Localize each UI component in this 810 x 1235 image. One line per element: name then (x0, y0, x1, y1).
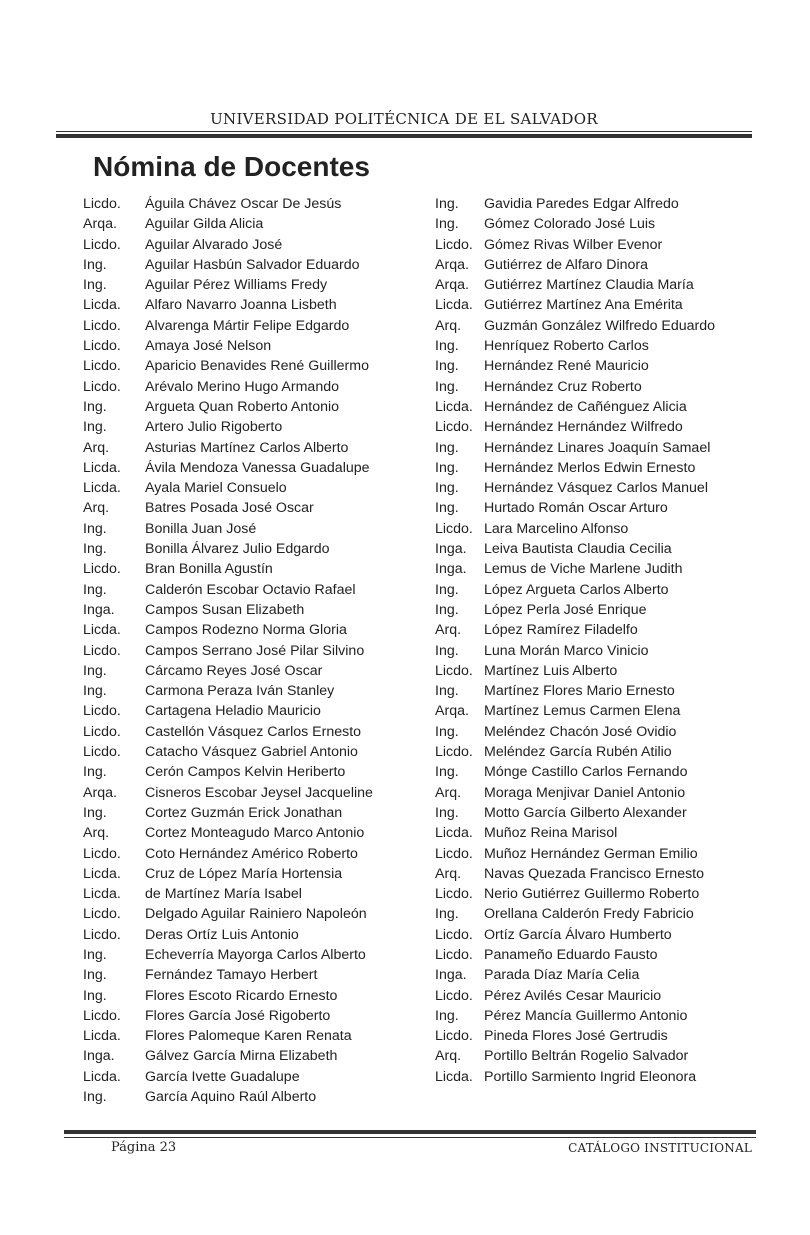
faculty-name: Campos Susan Elizabeth (145, 601, 305, 618)
faculty-title: Licdo. (83, 378, 121, 395)
faculty-name: Coto Hernández Américo Roberto (145, 845, 358, 862)
faculty-title: Licdo. (435, 419, 473, 436)
faculty-name: Cisneros Escobar Jeysel Jacqueline (145, 784, 373, 801)
faculty-entry (435, 661, 715, 681)
faculty-name: García Aquino Raúl Alberto (145, 1089, 317, 1106)
faculty-name: Campos Rodezno Norma Gloria (145, 622, 347, 639)
faculty-name: Gutiérrez Martínez Claudia María (484, 277, 694, 294)
faculty-entry (435, 1026, 715, 1046)
faculty-entry (83, 681, 373, 701)
faculty-title: Licdo. (83, 236, 121, 253)
faculty-title: Ing. (435, 216, 459, 233)
faculty-name: Flores Escoto Ricardo Ernesto (145, 987, 338, 1004)
faculty-title: Arqa. (83, 216, 117, 233)
faculty-name: Hernández Cruz Roberto (484, 378, 642, 395)
faculty-entry (83, 701, 373, 721)
faculty-title: Ing. (83, 581, 107, 598)
faculty-name: López Perla José Enrique (484, 601, 647, 618)
faculty-entry (83, 1046, 373, 1066)
faculty-entry (435, 255, 715, 275)
faculty-entry (435, 539, 715, 559)
faculty-entry (83, 884, 373, 904)
faculty-title: Inga. (435, 561, 467, 578)
faculty-title: Ing. (435, 500, 459, 517)
faculty-entry (435, 904, 715, 924)
faculty-entry (435, 356, 715, 376)
faculty-name: López Ramírez Filadelfo (484, 622, 638, 639)
faculty-name: Moraga Menjivar Daniel Antonio (484, 784, 686, 801)
faculty-entry (83, 823, 373, 843)
faculty-entry (435, 1006, 715, 1026)
faculty-title: Arq. (435, 865, 462, 882)
faculty-title: Licdo. (435, 845, 473, 862)
faculty-name: Flores García José Rigoberto (145, 1007, 331, 1024)
footer-rule-thick (64, 1130, 756, 1134)
faculty-name: Gómez Colorado José Luis (484, 216, 656, 233)
footer-rule-thin (64, 1137, 756, 1138)
faculty-name: Luna Morán Marco Vinicio (484, 642, 649, 659)
faculty-title: Arq. (435, 622, 462, 639)
faculty-name: López Argueta Carlos Alberto (484, 581, 669, 598)
faculty-entry (83, 417, 373, 437)
faculty-name: Leiva Bautista Claudia Cecilia (484, 541, 672, 558)
faculty-entry (435, 925, 715, 945)
faculty-name: Ortíz García Álvaro Humberto (484, 926, 672, 943)
faculty-entry (83, 864, 373, 884)
faculty-title: Arq. (83, 439, 110, 456)
faculty-title: Ing. (435, 1007, 459, 1024)
faculty-entry (435, 295, 715, 315)
faculty-title: Licda. (435, 825, 473, 842)
faculty-entry (435, 214, 715, 234)
faculty-entry (83, 803, 373, 823)
faculty-entry (83, 762, 373, 782)
faculty-entry (83, 478, 373, 498)
faculty-entry (435, 377, 715, 397)
faculty-name: Delgado Aguilar Rainiero Napoleón (145, 906, 367, 923)
faculty-name: Ávila Mendoza Vanessa Guadalupe (145, 459, 370, 476)
faculty-name: Aguilar Alvarado José (145, 236, 283, 253)
faculty-title: Inga. (83, 601, 115, 618)
faculty-title: Licdo. (435, 987, 473, 1004)
faculty-title: Arq. (83, 500, 110, 517)
faculty-title: Licdo. (83, 703, 121, 720)
faculty-title: Licdo. (83, 561, 121, 578)
faculty-entry (83, 904, 373, 924)
faculty-title: Licdo. (83, 642, 121, 659)
faculty-name: Hurtado Román Oscar Arturo (484, 500, 668, 517)
faculty-entry (83, 1067, 373, 1087)
faculty-name: Meléndez García Rubén Atilio (484, 744, 672, 761)
faculty-title: Ing. (83, 987, 107, 1004)
faculty-title: Licdo. (435, 744, 473, 761)
faculty-entry (435, 600, 715, 620)
faculty-entry (83, 275, 373, 295)
faculty-entry (435, 681, 715, 701)
faculty-entry (83, 641, 373, 661)
faculty-name: Portillo Sarmiento Ingrid Eleonora (484, 1068, 697, 1085)
faculty-entry (83, 965, 373, 985)
faculty-title: Ing. (83, 967, 107, 984)
faculty-entry (83, 559, 373, 579)
faculty-name: Cartagena Heladio Mauricio (145, 703, 321, 720)
faculty-entry (435, 783, 715, 803)
faculty-name: Alvarenga Mártir Felipe Edgardo (145, 317, 350, 334)
faculty-title: Licda. (83, 1068, 121, 1085)
faculty-name: Águila Chávez Oscar De Jesús (145, 196, 342, 212)
faculty-entry (435, 194, 715, 214)
page-header-title: UNIVERSIDAD POLITÉCNICA DE EL SALVADOR (210, 110, 598, 128)
faculty-title: Licdo. (435, 236, 473, 253)
faculty-entry (435, 701, 715, 721)
faculty-title: Licdo. (435, 946, 473, 963)
faculty-name: Hernández Merlos Edwin Ernesto (484, 459, 696, 476)
faculty-name: Flores Palomeque Karen Renata (145, 1028, 352, 1045)
faculty-entry (435, 316, 715, 336)
faculty-entry (435, 438, 715, 458)
faculty-title: Ing. (435, 642, 459, 659)
faculty-name: de Martínez María Isabel (145, 886, 302, 903)
faculty-name: Guzmán González Wilfredo Eduardo (484, 317, 716, 334)
faculty-title: Ing. (435, 358, 459, 375)
faculty-title: Licda. (83, 886, 121, 903)
faculty-name: Cruz de López María Hortensia (145, 865, 343, 882)
faculty-entry (435, 559, 715, 579)
faculty-name: Gutiérrez de Alfaro Dinora (484, 256, 649, 273)
faculty-entry (83, 295, 373, 315)
faculty-name: Aguilar Pérez Williams Fredy (145, 277, 328, 294)
faculty-name: Argueta Quan Roberto Antonio (145, 398, 340, 415)
faculty-title: Ing. (435, 480, 459, 497)
faculty-title: Licda. (83, 480, 121, 497)
faculty-name: García Ivette Guadalupe (145, 1068, 300, 1085)
faculty-entry (83, 620, 373, 640)
faculty-name: Aparicio Benavides René Guillermo (145, 358, 369, 375)
faculty-title: Inga. (435, 967, 467, 984)
faculty-title: Ing. (435, 906, 459, 923)
faculty-entry (435, 844, 715, 864)
faculty-title: Arq. (435, 317, 462, 334)
faculty-title: Licdo. (435, 926, 473, 943)
faculty-entry (435, 275, 715, 295)
faculty-entry (83, 519, 373, 539)
faculty-name: Meléndez Chacón José Ovidio (484, 723, 677, 740)
faculty-entry (435, 742, 715, 762)
faculty-title: Licda. (83, 459, 121, 476)
faculty-name: Hernández de Cañénguez Alicia (484, 398, 687, 415)
faculty-name: Panameño Eduardo Fausto (484, 946, 658, 963)
page-number: Página 23 (111, 1140, 177, 1155)
faculty-name: Deras Ortíz Luis Antonio (145, 926, 299, 943)
faculty-entry (435, 478, 715, 498)
faculty-entry (83, 661, 373, 681)
faculty-name: Bran Bonilla Agustín (145, 561, 273, 578)
faculty-name: Pineda Flores José Gertrudis (484, 1028, 668, 1045)
faculty-name: Gutiérrez Martínez Ana Emérita (484, 297, 683, 314)
faculty-title: Arq. (435, 1048, 462, 1065)
faculty-name: Nerio Gutiérrez Guillermo Roberto (484, 886, 700, 903)
faculty-name: Portillo Beltrán Rogelio Salvador (484, 1048, 689, 1065)
faculty-name: Fernández Tamayo Herbert (145, 967, 318, 984)
faculty-name: Catacho Vásquez Gabriel Antonio (145, 744, 358, 761)
faculty-title: Arqa. (435, 703, 469, 720)
faculty-entry (83, 844, 373, 864)
faculty-entry (435, 498, 715, 518)
faculty-entry (83, 255, 373, 275)
faculty-name: Bonilla Álvarez Julio Edgardo (145, 541, 330, 558)
faculty-name: Batres Posada José Oscar (145, 500, 314, 517)
faculty-entry (83, 194, 373, 214)
faculty-name: Alfaro Navarro Joanna Lisbeth (145, 297, 337, 314)
faculty-title: Ing. (83, 946, 107, 963)
faculty-entry (435, 641, 715, 661)
faculty-title: Licda. (435, 1068, 473, 1085)
faculty-entry (435, 864, 715, 884)
faculty-title: Arqa. (83, 784, 117, 801)
faculty-name: Navas Quezada Francisco Ernesto (484, 865, 705, 882)
faculty-entry (435, 945, 715, 965)
faculty-name: Aguilar Gilda Alicia (145, 216, 264, 233)
faculty-name: Cerón Campos Kelvin Heriberto (145, 764, 346, 781)
faculty-entry (83, 377, 373, 397)
faculty-entry (83, 986, 373, 1006)
faculty-entry (435, 965, 715, 985)
faculty-name: Hernández René Mauricio (484, 358, 649, 375)
faculty-title: Licda. (435, 297, 473, 314)
faculty-entry (83, 600, 373, 620)
faculty-title: Arq. (83, 825, 110, 842)
faculty-name: Pérez Mancía Guillermo Antonio (484, 1007, 688, 1024)
faculty-name: Asturias Martínez Carlos Alberto (145, 439, 349, 456)
faculty-title: Ing. (83, 662, 107, 679)
faculty-entry (435, 1067, 715, 1087)
faculty-entry (435, 397, 715, 417)
faculty-title: Ing. (435, 378, 459, 395)
faculty-entry (83, 336, 373, 356)
section-title: Nómina de Docentes (93, 151, 370, 182)
faculty-entry (435, 823, 715, 843)
faculty-entry (435, 336, 715, 356)
faculty-name: Motto García Gilberto Alexander (484, 804, 687, 821)
faculty-name: Hernández Hernández Wilfredo (484, 419, 683, 436)
faculty-name: Gavidia Paredes Edgar Alfredo (484, 196, 679, 212)
faculty-title: Ing. (435, 683, 459, 700)
faculty-title: Ing. (83, 541, 107, 558)
faculty-entry (83, 742, 373, 762)
faculty-entry (83, 214, 373, 234)
faculty-title: Licda. (83, 1028, 121, 1045)
faculty-name: Mónge Castillo Carlos Fernando (484, 764, 688, 781)
faculty-entry (435, 519, 715, 539)
faculty-title: Ing. (83, 1089, 107, 1106)
faculty-name: Martínez Lemus Carmen Elena (484, 703, 681, 720)
faculty-name: Martínez Flores Mario Ernesto (484, 683, 675, 700)
faculty-title: Licdo. (83, 845, 121, 862)
faculty-name: Gómez Rivas Wilber Evenor (484, 236, 663, 253)
faculty-entry (83, 316, 373, 336)
faculty-entry (83, 458, 373, 478)
faculty-title: Licdo. (83, 196, 121, 212)
faculty-title: Arq. (435, 784, 462, 801)
faculty-entry (435, 884, 715, 904)
faculty-title: Ing. (435, 459, 459, 476)
faculty-entry (435, 458, 715, 478)
catalog-label: CATÁLOGO INSTITUCIONAL (568, 1141, 752, 1155)
faculty-title: Licdo. (83, 723, 121, 740)
faculty-title: Ing. (83, 277, 107, 294)
faculty-name: Henríquez Roberto Carlos (484, 338, 649, 355)
faculty-name: Bonilla Juan José (145, 520, 257, 537)
faculty-entry (83, 925, 373, 945)
faculty-entry (435, 580, 715, 600)
faculty-name: Muñoz Hernández German Emilio (484, 845, 698, 862)
faculty-title: Licdo. (83, 744, 121, 761)
faculty-title: Arqa. (435, 277, 469, 294)
faculty-title: Licdo. (83, 926, 121, 943)
faculty-name: Cárcamo Reyes José Oscar (145, 662, 323, 679)
faculty-entry (83, 498, 373, 518)
faculty-title: Licdo. (435, 886, 473, 903)
faculty-title: Licda. (83, 622, 121, 639)
faculty-entry (435, 762, 715, 782)
faculty-title: Licda. (83, 865, 121, 882)
faculty-entry (83, 438, 373, 458)
faculty-entry (83, 783, 373, 803)
faculty-name: Artero Julio Rigoberto (145, 419, 283, 436)
faculty-entry (83, 580, 373, 600)
faculty-title: Ing. (435, 196, 459, 212)
faculty-name: Ayala Mariel Consuelo (145, 480, 287, 497)
faculty-name: Castellón Vásquez Carlos Ernesto (145, 723, 362, 740)
faculty-entry (83, 1087, 373, 1107)
faculty-entry (435, 1046, 715, 1066)
faculty-title: Licdo. (83, 906, 121, 923)
faculty-entry (435, 803, 715, 823)
faculty-name: Cortez Monteagudo Marco Antonio (145, 825, 365, 842)
faculty-title: Ing. (83, 520, 107, 537)
faculty-entry (435, 620, 715, 640)
faculty-name: Arévalo Merino Hugo Armando (145, 378, 339, 395)
faculty-name: Aguilar Hasbún Salvador Eduardo (145, 256, 360, 273)
faculty-title: Licdo. (435, 1028, 473, 1045)
faculty-name: Gálvez García Mirna Elizabeth (145, 1048, 338, 1065)
faculty-name: Pérez Avilés Cesar Mauricio (484, 987, 662, 1004)
faculty-title: Ing. (83, 804, 107, 821)
faculty-name: Martínez Luis Alberto (484, 662, 618, 679)
faculty-name: Echeverría Mayorga Carlos Alberto (145, 946, 366, 963)
faculty-title: Licda. (83, 297, 121, 314)
faculty-title: Inga. (435, 541, 467, 558)
faculty-entry (83, 397, 373, 417)
faculty-name: Lara Marcelino Alfonso (484, 520, 629, 537)
faculty-name: Lemus de Viche Marlene Judith (484, 561, 683, 578)
faculty-entry (83, 1026, 373, 1046)
faculty-name: Amaya José Nelson (145, 338, 272, 355)
faculty-title: Ing. (435, 601, 459, 618)
faculty-entry (435, 235, 715, 255)
faculty-entry (83, 235, 373, 255)
faculty-title: Licdo. (83, 1007, 121, 1024)
faculty-entry (435, 986, 715, 1006)
faculty-title: Ing. (83, 764, 107, 781)
faculty-name: Muñoz Reina Marisol (484, 825, 618, 842)
faculty-entry (83, 539, 373, 559)
faculty-title: Licdo. (435, 662, 473, 679)
faculty-title: Ing. (435, 764, 459, 781)
faculty-title: Ing. (435, 439, 459, 456)
faculty-title: Arqa. (435, 256, 469, 273)
faculty-name: Carmona Peraza Iván Stanley (145, 683, 335, 700)
faculty-title: Ing. (83, 256, 107, 273)
faculty-name: Cortez Guzmán Erick Jonathan (145, 804, 343, 821)
faculty-name: Hernández Vásquez Carlos Manuel (484, 480, 708, 497)
faculty-name: Campos Serrano José Pilar Silvino (145, 642, 365, 659)
faculty-title: Licdo. (435, 520, 473, 537)
faculty-entry (83, 945, 373, 965)
faculty-entry (83, 356, 373, 376)
header-rule-thin (56, 131, 752, 132)
faculty-list-left (83, 194, 373, 1107)
faculty-title: Licda. (435, 398, 473, 415)
faculty-title: Ing. (435, 338, 459, 355)
faculty-entry (435, 722, 715, 742)
faculty-entry (83, 722, 373, 742)
faculty-title: Ing. (435, 581, 459, 598)
faculty-entry (435, 417, 715, 437)
faculty-title: Ing. (83, 683, 107, 700)
faculty-entry (83, 1006, 373, 1026)
faculty-title: Licdo. (83, 358, 121, 375)
faculty-name: Parada Díaz María Celia (484, 967, 640, 984)
faculty-list-right (435, 194, 715, 1087)
faculty-name: Calderón Escobar Octavio Rafael (145, 581, 356, 598)
header-rule-thick (56, 134, 752, 138)
faculty-name: Orellana Calderón Fredy Fabricio (484, 906, 694, 923)
faculty-title: Ing. (435, 723, 459, 740)
faculty-name: Hernández Linares Joaquín Samael (484, 439, 711, 456)
faculty-title: Ing. (83, 419, 107, 436)
faculty-title: Inga. (83, 1048, 115, 1065)
faculty-title: Licdo. (83, 317, 121, 334)
faculty-title: Ing. (435, 804, 459, 821)
faculty-title: Ing. (83, 398, 107, 415)
faculty-title: Licdo. (83, 338, 121, 355)
